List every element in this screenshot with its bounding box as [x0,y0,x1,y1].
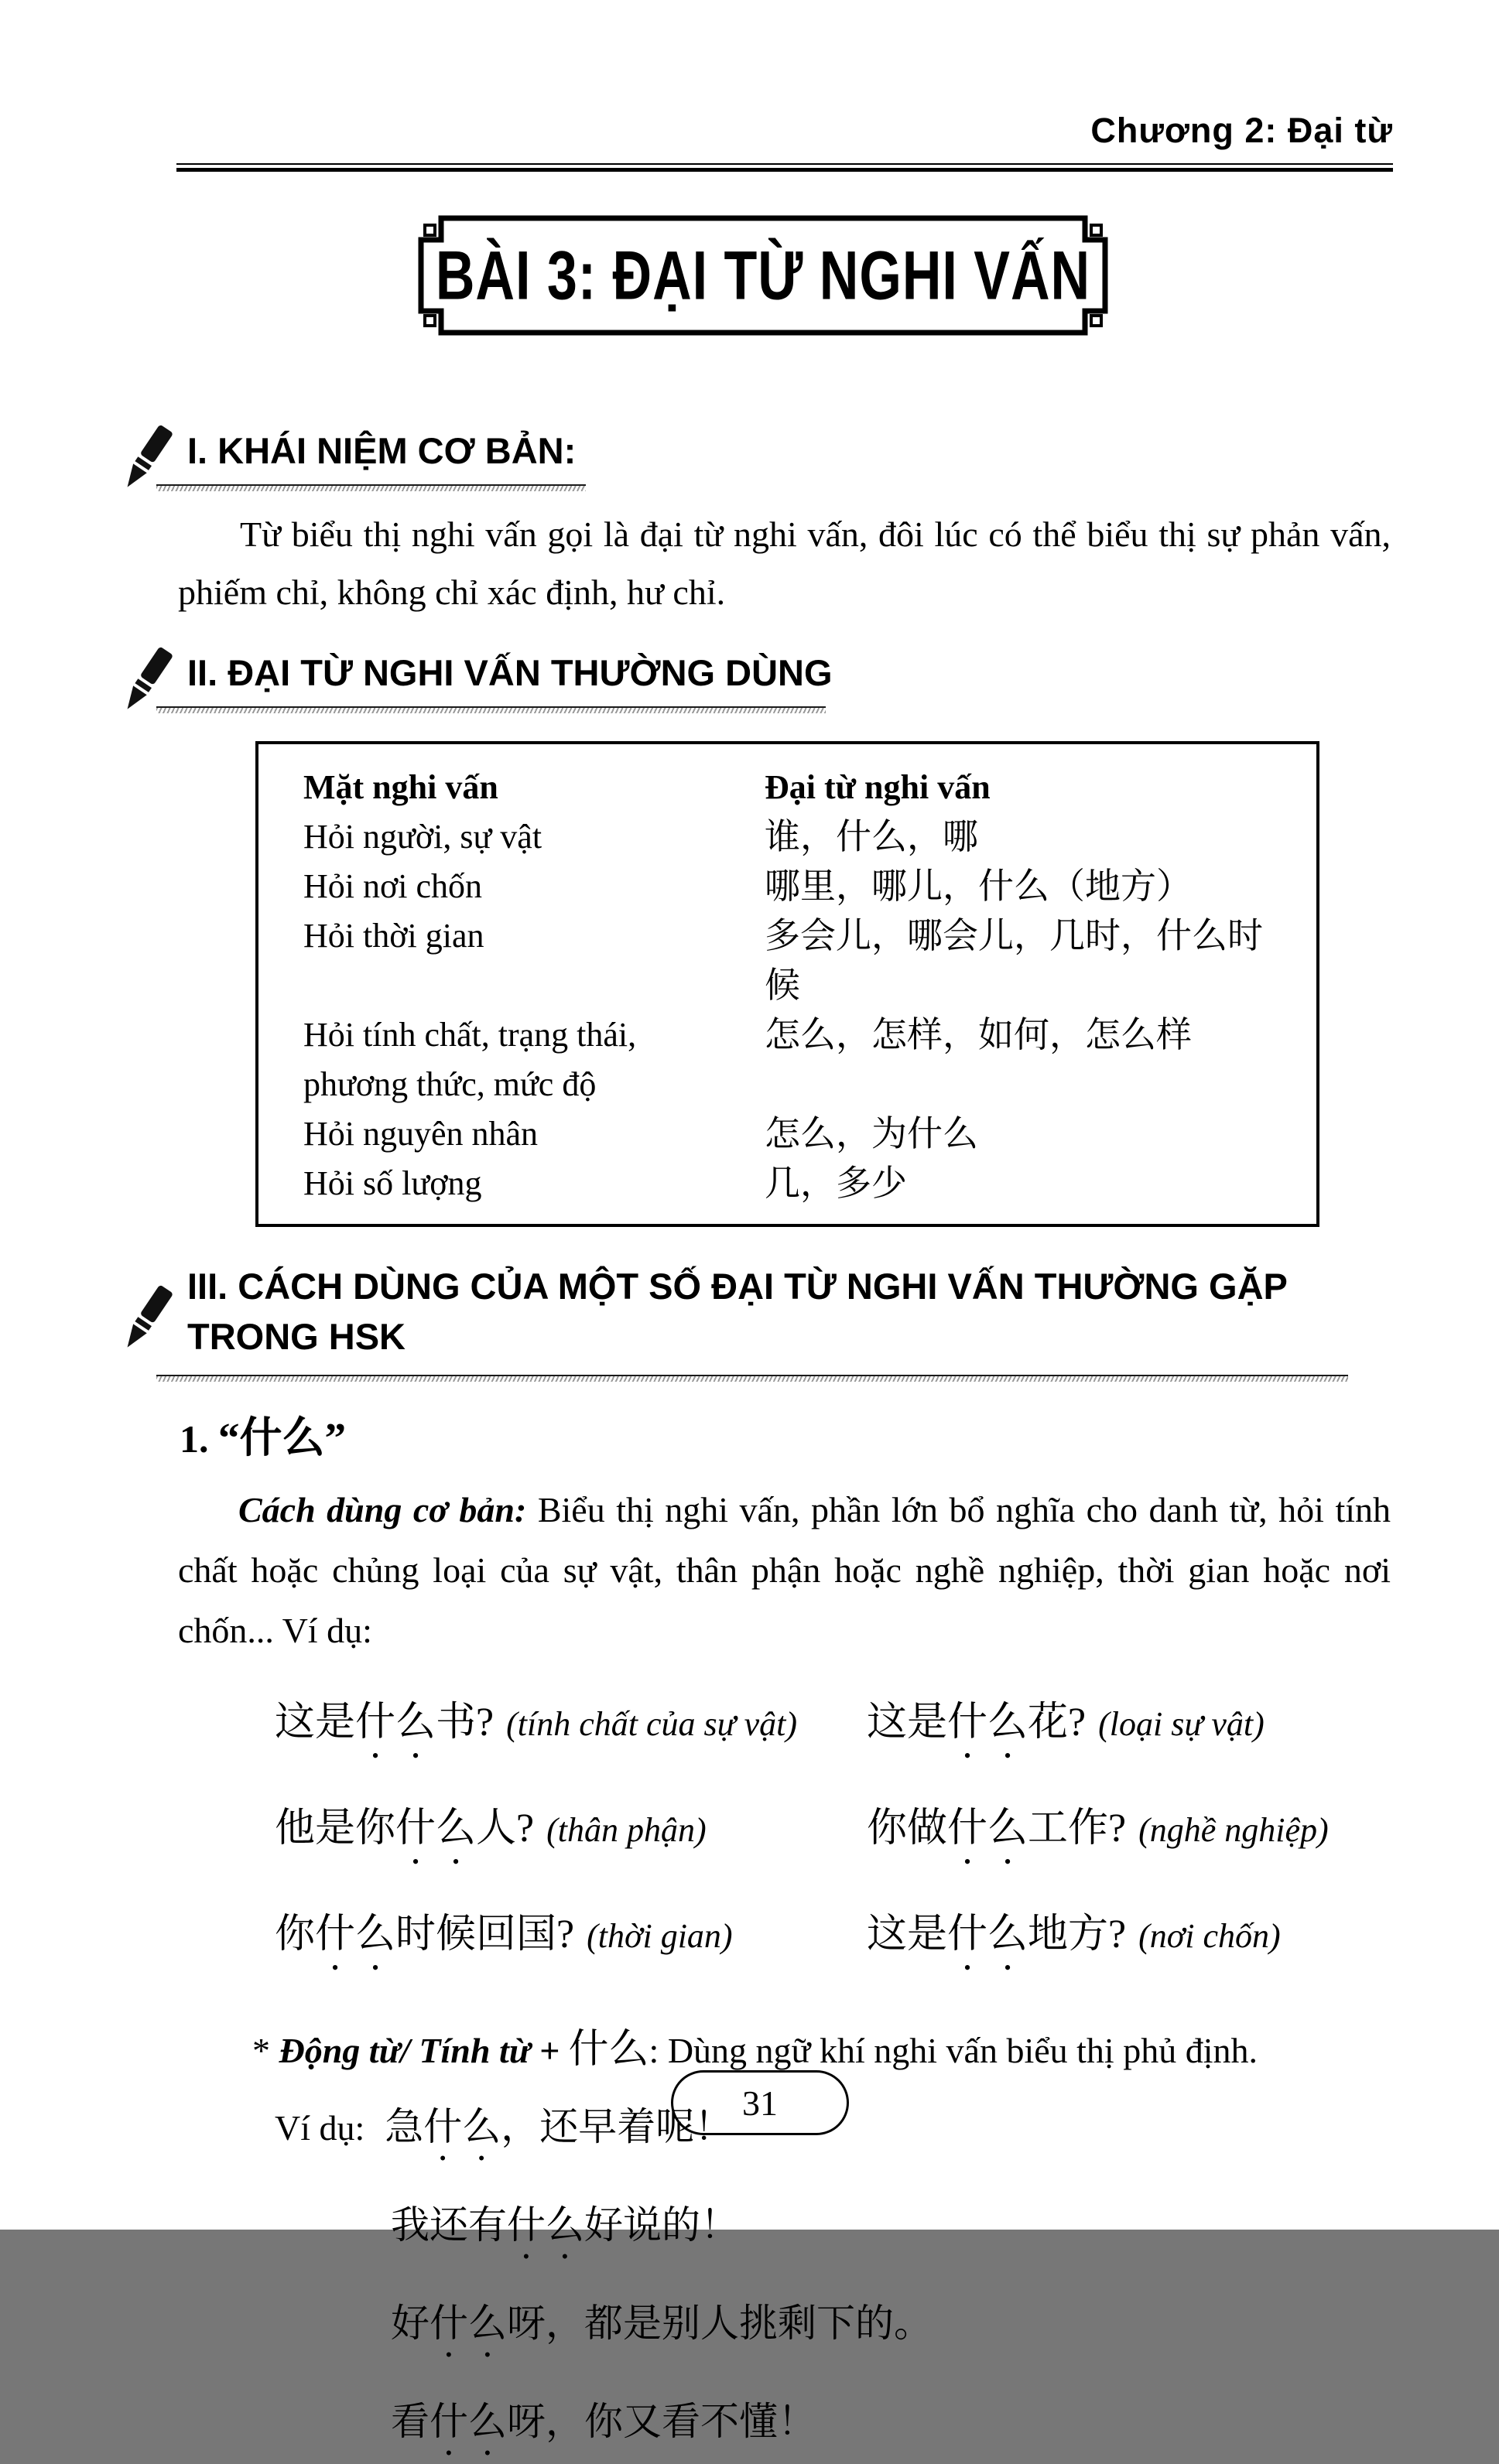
example-zh: 这是什么地方? [867,1912,1127,1957]
example-row [275,1901,1391,1979]
note-body: : Dùng ngữ khí nghi vấn biểu thị phủ định. [649,2031,1258,2071]
example-note: (nơi chốn) [1138,1917,1281,1956]
cell-pronouns: 怎么，为什么 [765,1113,978,1153]
emphasized-word: 什么 [430,2400,507,2444]
example-note: (loại sự vật) [1098,1705,1265,1744]
emphasized-word: 什么 [947,1912,1028,1957]
example-zh: 这是什么花? [867,1700,1087,1745]
emphasized-word: 什么 [507,2203,584,2247]
section-3-heading [116,1261,1393,1382]
section-3-title-line1: III. CÁCH DÙNG CỦA MỘT SỐ ĐẠI TỪ NGHI VẤN THƯỜNG GẶP [187,1265,1288,1307]
pen-icon [122,421,170,495]
table-row [303,812,1298,862]
vidu-zh: 我还有什么好说的！ [391,2203,739,2247]
cell-pronouns: 多会儿，哪会儿，几时，什么时候 [765,915,1263,1005]
grammar-note [252,2016,1391,2074]
example-zh: 他是你什么人? [275,1806,535,1851]
heading-underline [156,1375,1348,1382]
example-zh: 这是什么书? [275,1700,495,1745]
emphasized-word: 什么 [315,1912,396,1957]
table-header-question-type: Mặt nghi vấn [303,767,498,806]
example-row [275,1795,1391,1873]
cell-question-type: Hỏi nguyên nhân [303,1114,539,1153]
emphasized-word: 什么 [355,1700,436,1745]
example-sentence [275,1901,867,1979]
emphasized-word: 什么 [423,2105,501,2149]
lesson-title-plaque [418,215,1108,336]
vidu-line [391,2292,1391,2366]
pen-icon [122,643,170,717]
cell-pronouns: 谁，什么，哪 [765,816,978,856]
table-header-pronouns: Đại từ nghi vấn [765,767,991,806]
section-2-heading [116,648,1393,713]
usage-intro-lead: Cách dùng cơ bản: [238,1490,527,1530]
cell-pronouns: 哪里，哪儿，什么（地方） [765,866,1192,906]
subsection-number: 1. [180,1417,209,1461]
cell-pronouns: 怎么，怎样，如何，怎么样 [765,1014,1192,1054]
cell-question-type: Hỏi nơi chốn [303,866,483,905]
example-sentence [275,1689,867,1767]
subsection-term: “什么” [218,1414,347,1462]
example-sentence [867,1689,1265,1767]
heading-underline [156,706,826,713]
emphasized-word: 什么 [430,2302,507,2346]
example-sentence [867,1795,1329,1873]
example-row [275,1689,1391,1767]
table-row [303,1159,1298,1208]
cell-question-type: Hỏi tính chất, trạng thái, phương thức, mức độ [303,1015,637,1103]
table-row [303,1109,1298,1159]
heading-underline [156,484,586,491]
cell-pronouns: 几，多少 [765,1163,907,1203]
header-rule [176,163,1393,172]
vidu-line [391,2194,1391,2267]
section-1-paragraph: Từ biểu thị nghi vấn gọi là đại từ nghi vấn, đôi lúc có thể biểu thị sự phản vấn, phiếm chỉ, không chỉ xác định, hư chỉ. [178,514,1391,612]
example-note: (thời gian) [587,1917,733,1956]
section-1-heading [116,425,1393,491]
table-header-row [303,763,1298,812]
vidu-label: Ví dụ: [275,2108,365,2148]
note-zh: 什么 [568,2028,649,2073]
example-grid [275,1689,1391,1979]
usage-intro-body: Biểu thị nghi vấn, phần lớn bổ nghĩa cho danh từ, hỏi tính chất hoặc chủng loại của sự vật, thân phận hoặc nghề nghiệp, thời gian hoặc nơi chốn... Ví dụ: [178,1490,1391,1651]
section-3-title-line2: TRONG HSK [187,1316,406,1358]
note-plus: + [530,2031,569,2071]
vidu-zh: 好什么呀，都是别人挑剩下的。 [391,2302,933,2346]
cell-question-type: Hỏi số lượng [303,1164,482,1202]
table-row [303,862,1298,911]
section-1-title: I. KHÁI NIỆM CƠ BẢN: [187,430,577,471]
pen-icon [122,1281,170,1355]
cell-question-type: Hỏi người, sự vật [303,817,542,856]
example-zh: 你做什么工作? [867,1806,1127,1851]
lesson-title: BÀI 3: ĐẠI TỪ NGHI VẤN [435,237,1091,314]
emphasized-word: 什么 [947,1700,1028,1745]
emphasized-word: 什么 [947,1806,1028,1851]
section-2-title: II. ĐẠI TỪ NGHI VẤN THƯỜNG DÙNG [187,651,833,693]
table-row [303,911,1298,1010]
subsection-1-heading [180,1403,1391,1464]
vidu-block [275,2096,1391,2464]
example-zh: 你什么时候回国? [275,1912,575,1957]
vidu-zh: 看什么呀，你又看不懂！ [391,2400,816,2444]
cell-question-type: Hỏi thời gian [303,916,484,955]
chapter-header: Chương 2: Đại từ [1090,111,1393,150]
example-note: (thân phận) [546,1811,707,1850]
vidu-line [391,2391,1391,2464]
note-marker: * [252,2031,270,2071]
note-lead: Động từ/ Tính từ [279,2031,531,2071]
page-number: 31 [742,2083,778,2123]
example-note: (nghề nghiệp) [1138,1811,1329,1850]
vidu-zh: 急什么，还早着呢！ [385,2105,734,2149]
table-row [303,1010,1298,1109]
example-sentence [867,1901,1281,1979]
example-note: (tính chất của sự vật) [506,1705,798,1744]
page-number-badge [671,2070,849,2135]
usage-intro-paragraph [178,1480,1391,1661]
example-sentence [275,1795,867,1873]
emphasized-word: 什么 [395,1806,477,1851]
interrogative-pronoun-table [255,741,1319,1227]
